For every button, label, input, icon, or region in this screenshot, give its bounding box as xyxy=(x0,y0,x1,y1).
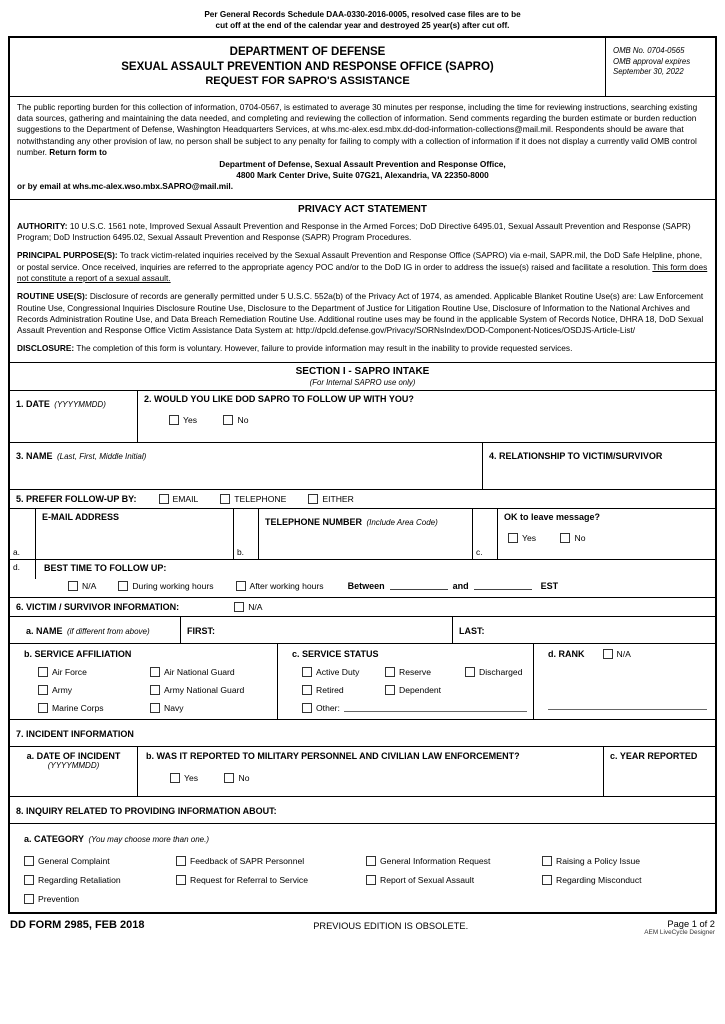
affiliation-label: Air Force xyxy=(52,666,87,677)
routine-use-label: ROUTINE USE(S): xyxy=(17,291,88,302)
authority-text: 10 U.S.C. 1561 note, Improved Sexual Assault Prevention and Response in the Armed Forces; DoD Directive 6495.01, Sexual Assault Prevention and Response (SAPR) Program; DoD Instruction 6495.02, Sexual Assault Prevention and Response (SAPR) Program Procedures. xyxy=(17,220,691,243)
name-hint: (Last, First, Middle Initial) xyxy=(56,451,147,461)
followup-yes-option[interactable] xyxy=(169,415,197,425)
status-active-duty[interactable] xyxy=(302,667,385,677)
checkbox-icon[interactable] xyxy=(150,703,160,713)
omb-box xyxy=(605,38,715,96)
category-raising-policy-issue[interactable] xyxy=(542,856,640,866)
best-time-na-label: N/A xyxy=(82,580,97,591)
victim-info-bar xyxy=(10,598,715,616)
privacy-authority xyxy=(17,221,708,244)
affiliation-row-1 xyxy=(24,667,271,677)
category-regarding-retaliation[interactable] xyxy=(24,875,176,885)
affiliation-label: Air National Guard xyxy=(164,666,235,677)
followup-yes-label: Yes xyxy=(183,414,198,425)
date-of-incident-hint: (YYYYMMDD) xyxy=(47,760,100,770)
checkbox-icon[interactable] xyxy=(159,494,169,504)
est-label: EST xyxy=(540,580,559,591)
form-title-row xyxy=(10,38,715,97)
year-reported-input[interactable] xyxy=(610,761,711,783)
letter-d-marker: d. xyxy=(10,560,36,579)
rank-label: d. RANK xyxy=(548,648,585,659)
field-name[interactable] xyxy=(10,443,482,489)
status-row-1 xyxy=(292,667,527,677)
category-label-text: Report of Sexual Assault xyxy=(380,874,475,885)
victim-first-label: FIRST: xyxy=(187,625,215,636)
status-retired[interactable] xyxy=(302,685,385,695)
records-banner-line1: Per General Records Schedule DAA-0330-2016-0005, resolved case files are to be xyxy=(204,10,521,19)
checkbox-icon[interactable] xyxy=(169,415,179,425)
burden-paragraph xyxy=(17,102,708,159)
affiliation-army-national-guard[interactable] xyxy=(150,685,244,695)
authority-label: AUTHORITY: xyxy=(17,220,68,231)
best-time-options xyxy=(44,573,710,594)
prefer-followup-label: 5. PREFER FOLLOW-UP BY: xyxy=(16,493,137,504)
followup-label: 2. WOULD YOU LIKE DOD SAPRO TO FOLLOW UP WITH YOU? xyxy=(144,393,414,404)
category-label-text: Regarding Misconduct xyxy=(556,874,642,885)
form-id: DD FORM 2985, FEB 2018 xyxy=(10,918,145,931)
category-label-text: Feedback of SAPR Personnel xyxy=(190,855,305,866)
category-label-text: Regarding Retaliation xyxy=(38,874,121,885)
affiliation-row-3 xyxy=(24,703,271,713)
section-1-header xyxy=(10,362,715,390)
checkbox-icon[interactable] xyxy=(176,875,186,885)
privacy-purpose xyxy=(17,250,708,284)
checkbox-icon[interactable] xyxy=(542,856,552,866)
category-hint: (You may choose more than one.) xyxy=(88,834,209,844)
field-date-of-incident[interactable] xyxy=(10,747,137,796)
checkbox-icon[interactable] xyxy=(302,703,312,713)
name-input[interactable] xyxy=(16,464,477,486)
followup-no-label: No xyxy=(237,414,249,425)
disclosure-label: DISCLOSURE: xyxy=(17,343,75,354)
letter-a-marker: a. xyxy=(10,509,36,559)
status-other-input[interactable] xyxy=(344,703,527,712)
category-request-referral-service[interactable] xyxy=(176,875,366,885)
row-item-6a-name xyxy=(10,616,715,643)
telephone-input[interactable] xyxy=(265,530,467,556)
checkbox-icon[interactable] xyxy=(150,667,160,677)
rank-header xyxy=(548,649,707,659)
checkbox-icon[interactable] xyxy=(308,494,318,504)
status-label: Active Duty xyxy=(316,666,360,677)
privacy-disclosure xyxy=(17,343,708,354)
status-label: Retired xyxy=(316,684,344,695)
row-item-6-header xyxy=(10,597,715,616)
field-best-time xyxy=(36,560,715,597)
affiliation-navy[interactable] xyxy=(150,703,184,713)
category-report-sexual-assault[interactable] xyxy=(366,875,542,885)
designer-credit: AEM LiveCycle Designer xyxy=(644,928,715,936)
relationship-input[interactable] xyxy=(489,464,710,486)
checkbox-icon[interactable] xyxy=(603,649,613,659)
section-1-subtitle: (For Internal SAPRO use only) xyxy=(309,377,416,387)
purpose-label: PRINCIPAL PURPOSE(S): xyxy=(17,250,118,261)
victim-info-label: 6. VICTIM / SURVIVOR INFORMATION: xyxy=(16,601,180,612)
affiliation-label: Navy xyxy=(164,702,184,713)
reported-yes-option[interactable] xyxy=(170,773,198,783)
name-label: 3. NAME xyxy=(16,450,53,461)
checkbox-icon[interactable] xyxy=(302,667,312,677)
date-hint: (YYYYMMDD) xyxy=(54,399,106,409)
title-department: DEPARTMENT OF DEFENSE xyxy=(229,46,386,58)
field-victim-last-name[interactable] xyxy=(452,617,715,643)
victim-last-label: LAST: xyxy=(459,625,485,636)
category-row-2 xyxy=(24,875,709,885)
row-item-5-header xyxy=(10,489,715,508)
status-row-3 xyxy=(292,703,527,713)
field-email-address[interactable] xyxy=(36,509,233,559)
checkbox-icon[interactable] xyxy=(38,685,48,695)
rank-input[interactable] xyxy=(548,709,707,710)
checkbox-icon[interactable] xyxy=(465,667,475,677)
best-time-during-option[interactable] xyxy=(118,581,213,591)
service-status-label: c. SERVICE STATUS xyxy=(292,648,379,659)
disclosure-text: The completion of this form is voluntary. However, failure to provide information may result in the inability to provide requested services. xyxy=(74,343,573,354)
affiliation-label: Army National Guard xyxy=(164,684,245,695)
telephone-hint: (Include Area Code) xyxy=(366,517,438,527)
telephone-label: TELEPHONE NUMBER xyxy=(265,516,363,527)
best-time-after-label: After working hours xyxy=(249,580,324,591)
email-address-label: E-MAIL ADDRESS xyxy=(42,511,120,522)
form-title-block xyxy=(10,38,605,96)
year-reported-label: c. YEAR REPORTED xyxy=(610,750,698,761)
leave-message-options xyxy=(504,522,710,548)
field-relationship[interactable] xyxy=(482,443,715,489)
reported-yes-label: Yes xyxy=(184,772,199,783)
service-affiliation-label: b. SERVICE AFFILIATION xyxy=(24,648,132,659)
checkbox-icon[interactable] xyxy=(302,685,312,695)
row-item-7abc xyxy=(10,746,715,796)
prefer-either-option[interactable] xyxy=(308,494,354,504)
category-label-text: General Complaint xyxy=(38,855,110,866)
inquiry-label: 8. INQUIRY RELATED TO PROVIDING INFORMATION ABOUT: xyxy=(16,805,277,816)
between-to-input[interactable] xyxy=(474,581,532,590)
prefer-either-label: EITHER xyxy=(322,493,354,504)
status-reserve[interactable] xyxy=(385,667,465,677)
prefer-email-label: EMAIL xyxy=(172,493,199,504)
date-input[interactable] xyxy=(16,412,132,439)
checkbox-icon[interactable] xyxy=(560,533,570,543)
omb-number: OMB No. 0704-0565 xyxy=(613,46,685,55)
reported-options xyxy=(146,761,597,790)
privacy-routine-use xyxy=(17,291,708,336)
return-email-line: or by email at whs.mc-alex.wso.mbx.SAPRO@mail.mil. xyxy=(17,181,234,192)
affiliation-marine-corps[interactable] xyxy=(38,703,150,713)
status-row-2 xyxy=(292,685,527,695)
letter-c-marker: c. xyxy=(472,509,498,559)
category-label: a. CATEGORY xyxy=(24,833,85,844)
field-followup-question xyxy=(137,391,715,442)
date-of-incident-label: a. DATE OF INCIDENT xyxy=(26,750,121,761)
between-label: Between xyxy=(347,580,385,591)
checkbox-icon[interactable] xyxy=(234,602,244,612)
purpose-underlined-note: This form does not constitute a report of a sexual assault. xyxy=(17,261,708,283)
field-service-affiliation xyxy=(10,644,277,719)
form-footer xyxy=(8,914,717,936)
affiliation-label: Army xyxy=(52,684,73,695)
best-time-during-label: During working hours xyxy=(132,580,214,591)
followup-options xyxy=(144,404,710,432)
omb-expires-date: September 30, 2022 xyxy=(613,67,684,76)
reported-no-option[interactable] xyxy=(224,773,249,783)
checkbox-icon[interactable] xyxy=(236,581,246,591)
between-from-input[interactable] xyxy=(390,581,448,590)
field-year-reported[interactable] xyxy=(603,747,715,796)
return-address-line2: 4800 Mark Center Drive, Suite 07G21, Alexandria, VA 22350-8000 xyxy=(236,169,489,180)
return-address-line1: Department of Defense, Sexual Assault Prevention and Response Office, xyxy=(219,158,506,169)
rank-na-label: N/A xyxy=(616,648,631,659)
victim-info-na-option[interactable] xyxy=(234,602,262,612)
checkbox-icon[interactable] xyxy=(220,494,230,504)
field-category xyxy=(10,824,715,912)
status-dependent[interactable] xyxy=(385,685,441,695)
previous-edition-note: PREVIOUS EDITION IS OBSOLETE. xyxy=(313,920,469,931)
row-item-7-header xyxy=(10,719,715,746)
row-item-6bcd xyxy=(10,643,715,719)
privacy-act-heading: PRIVACY ACT STATEMENT xyxy=(298,203,427,215)
burden-text: The public reporting burden for this collection of information, 0704-0567, is estimated to average 30 minutes per response, including the time for reviewing instructions, searching existing data sources, gathering and maintaining the data needed, and completing and reviewing the collection of information. Send comments regarding the burden estimate or burden reduction suggestions to the Department of Defense, Washington Headquarters Services, at whs.mc-alex.esd.mbx.dd-dod-information-collections@mail.mil. Respondents should be aware that notwithstanding any other provision of law, no person shall be subject to any penalty for failing to comply with a collection of information if it does not display a currently valid OMB control number. xyxy=(17,101,698,158)
affiliation-air-national-guard[interactable] xyxy=(150,667,235,677)
status-other-label: Other: xyxy=(316,702,340,713)
row-item-5abc xyxy=(10,508,715,559)
title-request: REQUEST FOR SAPRO'S ASSISTANCE xyxy=(205,75,410,87)
records-schedule-banner xyxy=(8,0,717,36)
category-row-1 xyxy=(24,856,709,866)
reported-no-label: No xyxy=(238,772,250,783)
status-label: Dependent xyxy=(399,684,442,695)
prefer-email-option[interactable] xyxy=(159,494,199,504)
letter-b-marker: b. xyxy=(233,509,259,559)
leave-message-yes-label: Yes xyxy=(522,532,537,543)
rank-na-option[interactable] xyxy=(603,649,631,659)
checkbox-icon[interactable] xyxy=(542,875,552,885)
leave-message-no-label: No xyxy=(574,532,586,543)
field-rank xyxy=(533,644,715,719)
best-time-na-option[interactable] xyxy=(68,581,96,591)
checkbox-icon[interactable] xyxy=(24,875,34,885)
checkbox-icon[interactable] xyxy=(366,856,376,866)
return-form-label: Return form to xyxy=(49,147,107,158)
victim-name-hint: (if different from above) xyxy=(66,626,150,636)
row-item-5d xyxy=(10,559,715,597)
telephone-label-row xyxy=(265,512,467,530)
privacy-act-body xyxy=(10,221,715,362)
checkbox-icon[interactable] xyxy=(24,856,34,866)
reported-label: b. WAS IT REPORTED TO MILITARY PERSONNEL AND CIVILIAN LAW ENFORCEMENT? xyxy=(146,750,520,761)
status-discharged[interactable] xyxy=(465,667,522,677)
category-general-information-request[interactable] xyxy=(366,856,542,866)
public-burden-statement xyxy=(10,97,715,200)
row-item-8a-category xyxy=(10,823,715,912)
field-reported-question xyxy=(137,747,603,796)
checkbox-icon[interactable] xyxy=(150,685,160,695)
checkbox-icon[interactable] xyxy=(38,667,48,677)
followup-no-option[interactable] xyxy=(223,415,248,425)
leave-message-label: OK to leave message? xyxy=(504,511,601,522)
best-time-label: BEST TIME TO FOLLOW UP: xyxy=(44,562,167,573)
omb-expires-label: OMB approval expires xyxy=(613,56,691,66)
leave-message-yes-option[interactable] xyxy=(508,533,536,543)
section-1-title: SECTION I - SAPRO INTAKE xyxy=(295,365,430,377)
checkbox-icon[interactable] xyxy=(224,773,234,783)
purpose-text: To track victim-related inquiries received by the Sexual Assault Prevention and Response Office (SAPRO) via e-mail, SAPR.mil, the DoD Safe Helpline, phone, or postal service. Once received, inquiries are referred to the appropriate agency POC and/or to the DoD IG in order to address the issue(s) raised and facilitate a resolution. xyxy=(17,250,703,272)
row-item-3-4 xyxy=(10,442,715,489)
affiliation-row-2 xyxy=(24,685,271,695)
checkbox-icon[interactable] xyxy=(170,773,180,783)
routine-use-text: Disclosure of records are generally permitted under 5 U.S.C. 552a(b) of the Privacy Act of 1974, as amended. Applicable Blanket Routine Use(s) are: Law Enforcement Routine Use, Congressional Inquiries Disclosure Routine Use, Disclosure to the Department of Justice for Litigation Routine Use, Disclosure of Information to the National Archives and Records Administration Routine Use, and Data Breach Remediation Routine Use. Additional routine uses may be found in the applicable System of Records Notice, DHRA 18, DoD Sexual Assault Prevention and Response Office Victim Assistance Data System at: http://dpcld.defense.gov/Privacy/SORNsIndex/DOD-Component-Notices/OSDJS-Article-List/ xyxy=(17,291,704,336)
category-feedback-sapr-personnel[interactable] xyxy=(176,856,366,866)
checkbox-icon[interactable] xyxy=(118,581,128,591)
incident-info-bar xyxy=(10,720,715,746)
date-of-incident-input[interactable] xyxy=(12,770,135,792)
checkbox-icon[interactable] xyxy=(366,875,376,885)
victim-name-label-cell xyxy=(10,617,180,643)
field-service-status xyxy=(277,644,533,719)
checkbox-icon[interactable] xyxy=(176,856,186,866)
form-frame xyxy=(8,36,717,914)
records-banner-line2: cut off at the end of the calendar year and destroyed 25 year(s) after cut off. xyxy=(215,21,510,30)
category-label-text: General Information Request xyxy=(380,855,491,866)
checkbox-icon[interactable] xyxy=(68,581,78,591)
category-general-complaint[interactable] xyxy=(24,856,176,866)
prefer-followup-bar xyxy=(10,490,715,508)
prefer-telephone-option[interactable] xyxy=(220,494,286,504)
status-label: Reserve xyxy=(399,666,431,677)
field-telephone-number[interactable] xyxy=(259,509,472,559)
date-label: 1. DATE xyxy=(16,398,50,409)
leave-message-no-option[interactable] xyxy=(560,533,585,543)
status-other[interactable] xyxy=(302,703,340,713)
category-label-text: Prevention xyxy=(38,893,80,904)
category-prevention[interactable] xyxy=(24,894,79,904)
checkbox-icon[interactable] xyxy=(385,685,395,695)
field-leave-message xyxy=(498,509,715,559)
affiliation-air-force[interactable] xyxy=(38,667,150,677)
page-number: Page 1 of 2 xyxy=(667,918,715,929)
prefer-telephone-label: TELEPHONE xyxy=(234,493,287,504)
checkbox-icon[interactable] xyxy=(24,894,34,904)
category-header xyxy=(24,829,709,847)
best-time-after-option[interactable] xyxy=(236,581,324,591)
affiliation-army[interactable] xyxy=(38,685,150,695)
checkbox-icon[interactable] xyxy=(38,703,48,713)
status-label: Discharged xyxy=(479,666,523,677)
category-label-text: Request for Referral to Service xyxy=(190,874,308,885)
affiliation-label: Marine Corps xyxy=(52,702,104,713)
category-regarding-misconduct[interactable] xyxy=(542,875,642,885)
field-victim-first-name[interactable] xyxy=(180,617,452,643)
email-address-input[interactable] xyxy=(42,522,228,548)
rank-spacer xyxy=(548,659,707,709)
checkbox-icon[interactable] xyxy=(385,667,395,677)
inquiry-info-bar xyxy=(10,797,715,823)
victim-info-na-label: N/A xyxy=(248,601,263,612)
category-row-3 xyxy=(24,894,709,904)
victim-name-label: a. NAME xyxy=(26,625,63,636)
field-date[interactable] xyxy=(10,391,137,442)
checkbox-icon[interactable] xyxy=(223,415,233,425)
footer-right xyxy=(532,919,715,936)
row-item-8-header xyxy=(10,796,715,823)
title-office: SEXUAL ASSAULT PREVENTION AND RESPONSE OFFICE (SAPRO) xyxy=(121,60,494,73)
row-item-1-2 xyxy=(10,390,715,442)
category-label-text: Raising a Policy Issue xyxy=(556,855,641,866)
incident-info-label: 7. INCIDENT INFORMATION xyxy=(16,728,134,739)
relationship-label: 4. RELATIONSHIP TO VICTIM/SURVIVOR xyxy=(489,450,663,461)
checkbox-icon[interactable] xyxy=(508,533,518,543)
and-label: and xyxy=(452,580,469,591)
